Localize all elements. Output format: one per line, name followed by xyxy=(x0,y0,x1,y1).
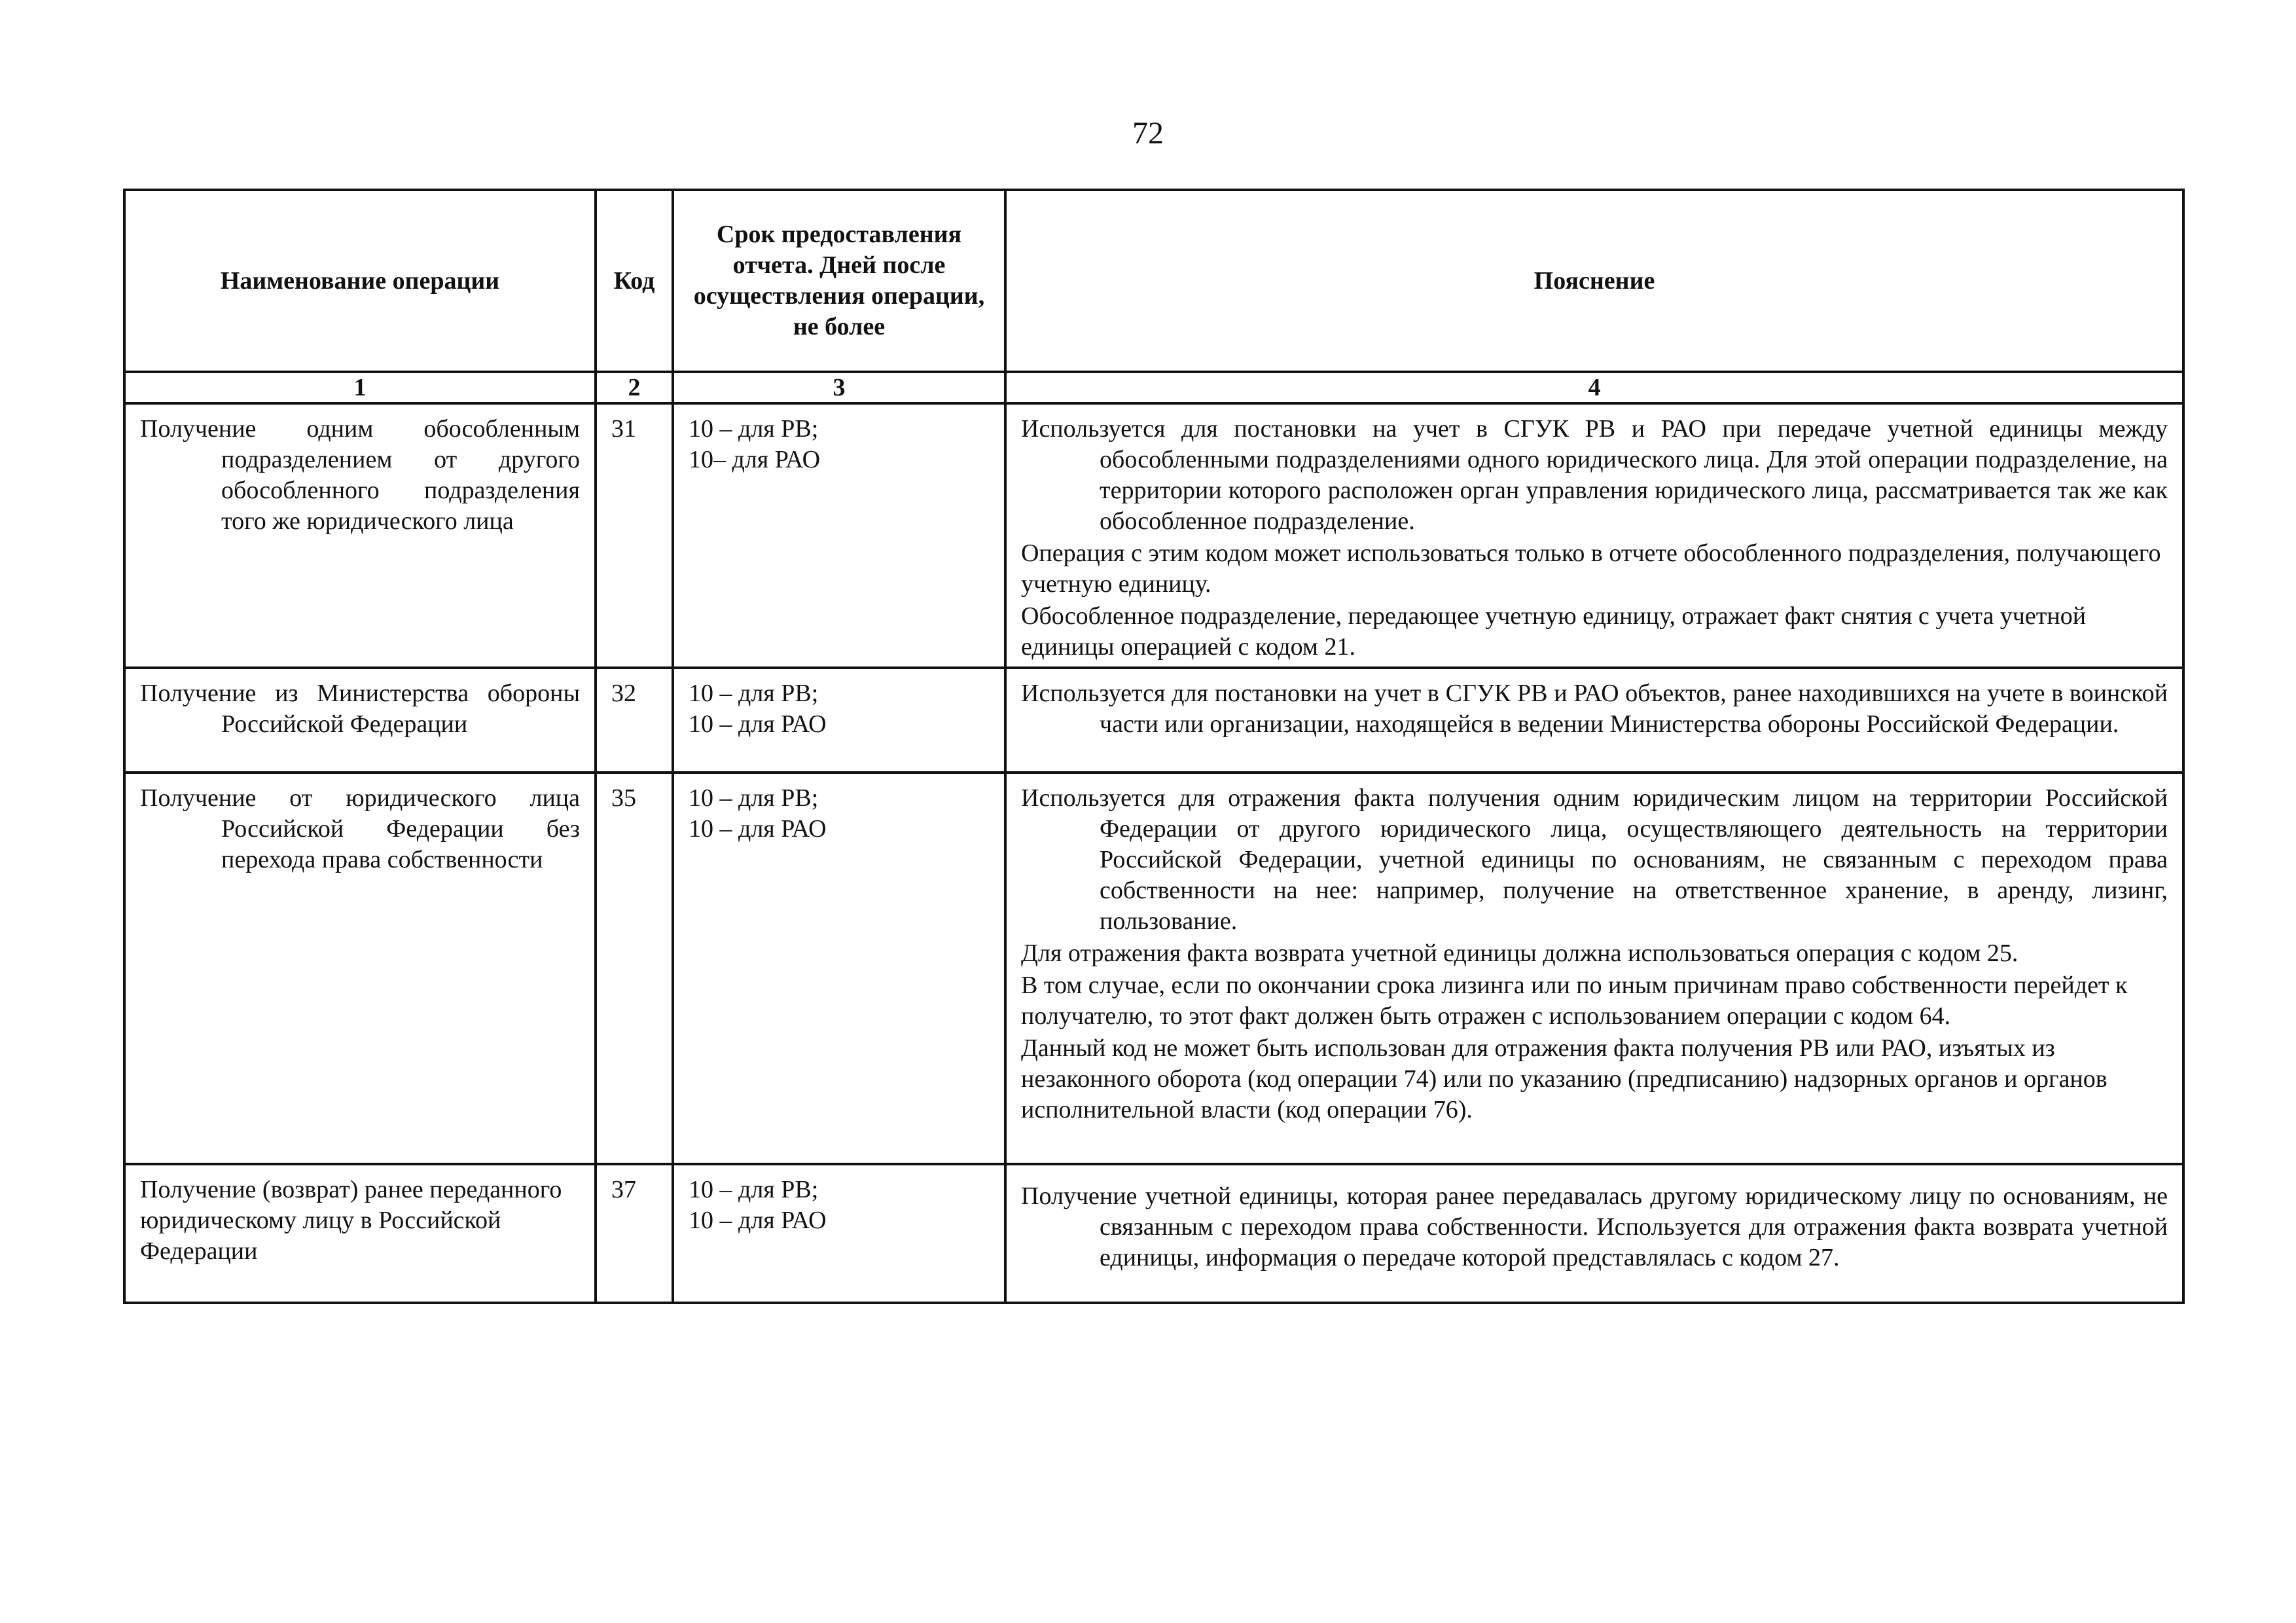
report-term-cell xyxy=(673,403,1005,668)
term-rao: 10 – для РАО xyxy=(689,1207,827,1234)
operation-name: Получение (возврат) ранее переданного юридическому лицу в Российской Федерации xyxy=(140,1176,562,1265)
term-rao: 10 – для РАО xyxy=(689,815,827,843)
operation-code: 35 xyxy=(596,773,673,1164)
header-operation-name: Наименование операции xyxy=(124,190,596,372)
operation-name: Получение из Министерства обороны Российской Федерации xyxy=(140,680,580,738)
operation-name-cell xyxy=(124,403,596,668)
explanation-paragraph: Обособленное подразделение, передающее учетную единицу, отражает факт снятия с учета учетной единицы операцией с кодом 21. xyxy=(1021,602,2087,661)
explanation-paragraph: Получение учетной единицы, которая ранее передавалась другому юридическому лицу по основаниям, не связанным с переходом права собственности. Используется для отражения факта возврата учетной единицы, информация о передаче которой представлялась с кодом 27. xyxy=(1021,1182,2168,1271)
header-explanation: Пояснение xyxy=(1005,190,2183,372)
explanation-paragraph: Для отражения факта возврата учетной единицы должна использоваться операция с кодом 25. xyxy=(1021,939,2018,967)
operation-name-cell xyxy=(124,668,596,773)
column-number: 2 xyxy=(596,372,673,403)
operation-name-cell xyxy=(124,773,596,1164)
term-rv: 10 – для РВ; xyxy=(689,1176,819,1203)
operation-name-cell xyxy=(124,1164,596,1303)
column-number: 4 xyxy=(1005,372,2183,403)
operation-code: 37 xyxy=(596,1164,673,1303)
operations-table xyxy=(123,189,2185,1304)
page-number: 72 xyxy=(1132,116,1164,151)
header-report-term: Срок предоставления отчета. Дней после осуществления операции, не более xyxy=(673,190,1005,372)
term-rv: 10 – для РВ; xyxy=(689,415,819,443)
explanation-cell xyxy=(1005,773,2183,1164)
report-term-cell xyxy=(673,668,1005,773)
column-number: 1 xyxy=(124,372,596,403)
report-term-cell xyxy=(673,773,1005,1164)
term-rv: 10 – для РВ; xyxy=(689,680,819,707)
column-number: 3 xyxy=(673,372,1005,403)
header-code: Код xyxy=(596,190,673,372)
explanation-paragraph: В том случае, если по окончании срока лизинга или по иным причинам право собственности перейдет к получателю, то этот факт должен быть отражен с использованием операции с кодом 64. xyxy=(1021,972,2128,1030)
explanation-paragraph: Используется для постановки на учет в СГУК РВ и РАО при передаче учетной единицы между обособленными подразделениями одного юридического лица. Для этой операции подразделение, на территории которого расположен орган управления юридического лица, рассматривается так же как обособленное подразделение. xyxy=(1021,415,2168,535)
column-number-row xyxy=(124,372,2183,403)
explanation-paragraph: Используется для отражения факта получения одним юридическим лицом на территории Российской Федерации от другого юридического лица, осуществляющего деятельность на территории Российской Федерации, учетной единицы по основаниям, не связанным с переходом права собственности на нее: например, получение на ответственное хранение, в аренду, лизинг, пользование. xyxy=(1021,784,2168,935)
table-row xyxy=(124,668,2183,773)
operation-name: Получение от юридического лица Российской Федерации без перехода права собственности xyxy=(140,784,580,873)
operation-code: 32 xyxy=(596,668,673,773)
term-rao: 10– для РАО xyxy=(689,446,821,473)
explanation-cell xyxy=(1005,403,2183,668)
table-row xyxy=(124,773,2183,1164)
operation-name: Получение одним обособленным подразделением от другого обособленного подразделения того же юридического лица xyxy=(140,415,580,535)
report-term-cell xyxy=(673,1164,1005,1303)
explanation-paragraph: Операция с этим кодом может использоваться только в отчете обособленного подразделения, получающего учетную единицу. xyxy=(1021,539,2161,598)
table-row xyxy=(124,403,2183,668)
table-row xyxy=(124,1164,2183,1303)
table-header-row xyxy=(124,190,2183,372)
operation-code: 31 xyxy=(596,403,673,668)
explanation-cell xyxy=(1005,1164,2183,1303)
explanation-paragraph: Данный код не может быть использован для отражения факта получения РВ или РАО, изъятых из незаконного оборота (код операции 74) или по указанию (предписанию) надзорных органов и органов исполнительной власти (код операции 76). xyxy=(1021,1034,2108,1123)
term-rao: 10 – для РАО xyxy=(689,710,827,738)
explanation-paragraph: Используется для постановки на учет в СГУК РВ и РАО объектов, ранее находившихся на учете в воинской части или организации, находящейся в ведении Министерства обороны Российской Федерации. xyxy=(1021,680,2168,738)
term-rv: 10 – для РВ; xyxy=(689,784,819,812)
explanation-cell xyxy=(1005,668,2183,773)
